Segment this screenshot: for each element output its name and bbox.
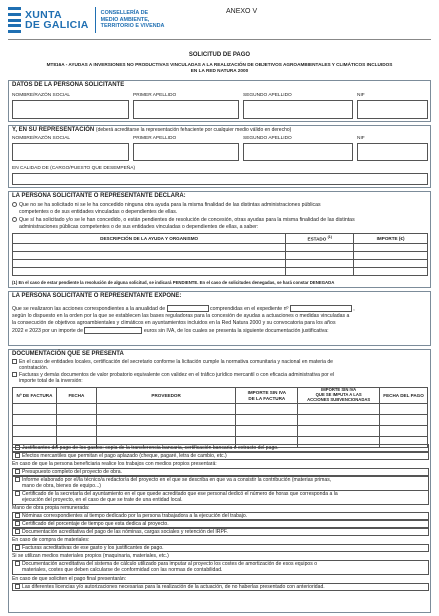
- table-row[interactable]: [13, 244, 428, 252]
- ayudas-table: [12, 233, 428, 276]
- nif-input[interactable]: [357, 100, 428, 119]
- rep-segundo-apellido-input[interactable]: [243, 143, 353, 161]
- col-proveedor: PROVEEDOR: [96, 388, 236, 404]
- table-row[interactable]: [13, 260, 428, 268]
- doc-item[interactable]: Certificado del porcentaje de tiempo que esta dedica al proyecto.: [12, 520, 429, 528]
- label-segundo-apellido: SEGUNDO APELLIDO: [243, 93, 292, 98]
- checkbox[interactable]: [12, 359, 17, 364]
- declara-footnote: (1) En el caso de estar pendiente la resolución de alguna solicitud, se indicará PENDIENTE. En el caso de solicitudes denegadas, se hará constar DENEGADA: [12, 280, 335, 285]
- table-row[interactable]: [13, 404, 428, 415]
- doc-group-label: En caso de que soliciten el pago final presentarán:: [12, 576, 127, 582]
- label-nif: NIF: [357, 136, 365, 141]
- doc-group-label: Mano de obra propia remunerada:: [12, 505, 90, 511]
- col-estado: ESTADO $^{(1)}$: [286, 234, 354, 244]
- document-header: [8, 5, 431, 47]
- section-title: DATOS DE LA PERSONA SOLICITANTE: [12, 82, 125, 88]
- doc-item[interactable]: Justificantes del pago de los gastos: copia de la transferencia bancaria, certificación bancaria o extracto del pago.: [12, 444, 429, 452]
- doc-item[interactable]: Facturas y demás documentos de valor probatorio equivalente con validez en el tráfico jurídico mercantil o con eficacia administrativa por el importe total de la inversión:: [12, 372, 429, 385]
- checkbox[interactable]: [15, 445, 20, 450]
- checkbox[interactable]: [15, 469, 20, 474]
- label-nombre: NOMBRE/RAZÓN SOCIAL: [12, 136, 71, 141]
- label-nif: NIF: [357, 93, 365, 98]
- expone-text: Que se realizaron las acciones correspondientes a la anualidad de comprendidas en el expediente nº , según lo dispuesto en la orden por la que se establecen las bases reguladoras para la concesión de ayudas a actuaciones o medidas vinculadas a la consecución de objetivos agroambientales y climáticos en ayuntamientos incluidos en la Red Natura 2000 y su convocatoria para los años 2022 e 2023 por un importe de euros sin IVA, de los cuales se presenta la siguiente documentación justificativa:: [12, 306, 355, 334]
- anexo-label: ANEXO V: [226, 8, 258, 15]
- section-title: LA PERSONA SOLICITANTE O REPRESENTANTE EXPONE:: [12, 293, 182, 299]
- doc-item[interactable]: Facturas acreditativas de ese gasto y los justificantes de pago.: [12, 544, 429, 552]
- doc-group-label: En caso de que la persona beneficiaria realice los trabajos con medios propios presentará:: [12, 461, 217, 467]
- section-title: DOCUMENTACIÓN QUE SE PRESENTA: [12, 351, 124, 357]
- nombre-input[interactable]: [12, 100, 129, 119]
- doc-item[interactable]: Certificado de la secretaría del ayuntamiento en el que quede acreditado que ese personal dedicó el número de horas que corresponda a la ejecución del proyecto, en el caso de que se trate de una entidad local.: [12, 490, 429, 505]
- anualidad-input[interactable]: [167, 305, 209, 312]
- col-importe: IMPORTE (€): [354, 234, 428, 244]
- section-title: Y, EN SU REPRESENTACIÓN (deberá acreditarse la representación fehaciente por cualquier medio válido en derecho): [12, 127, 292, 133]
- col-nfactura: Nº DE FACTURA: [13, 388, 57, 404]
- col-descripcion: DESCRIPCIÓN DE LA AYUDA Y ORGANISMO: [13, 234, 286, 244]
- xunta-wordmark: XUNTA DE GALICIA: [25, 9, 89, 31]
- doc-item[interactable]: En el caso de entidades locales, certificación del secretario conforme la licitación cumple la normativa comunitaria y nacional en materia de contratación.: [12, 359, 429, 372]
- section-documentacion: [8, 349, 431, 613]
- rep-nombre-input[interactable]: [12, 143, 129, 161]
- col-fecha: FECHA: [56, 388, 96, 404]
- primer-apellido-input[interactable]: [133, 100, 239, 119]
- checkbox[interactable]: [15, 513, 20, 518]
- section-declara: [8, 191, 431, 288]
- section-title: LA PERSONA SOLICITANTE O REPRESENTANTE DECLARA:: [12, 193, 186, 199]
- checkbox[interactable]: [15, 584, 20, 589]
- doc-item[interactable]: Documentación acreditativa del pago de las nóminas, cargas sociales y retención del IRPF.: [12, 528, 429, 536]
- checkbox[interactable]: [15, 561, 20, 566]
- xunta-emblem-icon: [8, 7, 21, 33]
- rep-primer-apellido-input[interactable]: [133, 143, 239, 161]
- table-row[interactable]: [13, 426, 428, 437]
- checkbox[interactable]: [15, 491, 20, 496]
- doc-item[interactable]: Las diferentes licencias y/o autorizaciones necesarias para la realización de la actuación, de no haberlas presentado con anterioridad.: [12, 583, 429, 591]
- col-fecha-pago: FECHA DEL PAGO: [380, 388, 428, 404]
- radio-si-ayudas[interactable]: [12, 217, 17, 222]
- expediente-input[interactable]: [290, 305, 352, 312]
- label-calidad: EN CALIDAD DE (CARGO/PUESTO QUE DESEMPEÑA): [12, 166, 136, 171]
- form-title: [8, 52, 431, 74]
- declara-option-1[interactable]: Que no se ha solicitado ni se le ha concedido ninguna otra ayuda para la misma finalidad de las distintas administraciones públicas competentes o de sus entidades vinculadas o dependientes de ellas.: [12, 202, 429, 216]
- doc-item[interactable]: Efectos mercantiles que permitan el pago aplazado (cheque, pagaré, letra de cambio, etc.): [12, 452, 429, 460]
- checkbox[interactable]: [15, 545, 20, 550]
- conselleria-name: CONSELLERÍA DE MEDIO AMBIENTE, TERRITORIO E VIVENDA: [100, 10, 165, 30]
- label-primer-apellido: PRIMER APELLIDO: [133, 136, 177, 141]
- checkbox[interactable]: [15, 477, 20, 482]
- table-row[interactable]: [13, 252, 428, 260]
- checkbox[interactable]: [15, 529, 20, 534]
- label-segundo-apellido: SEGUNDO APELLIDO: [243, 136, 292, 141]
- form-main-title: SOLICITUD DE PAGO: [188, 52, 251, 58]
- segundo-apellido-input[interactable]: [243, 100, 353, 119]
- calidad-input[interactable]: [12, 173, 428, 185]
- form-subtitle: MT816A - AYUDAS A INVERSIONES NO PRODUCTIVAS VINCULADAS A LA REALIZACIÓN DE OBJETIVOS AGROAMBIENTALES Y CLIMÁTICOS INCLUIDOS EN LA RED NATURA 2000: [46, 61, 393, 73]
- doc-item[interactable]: Documentación acreditativa del sistema de cálculo utilizado para imputar al proyecto los costes de amortización de esos equipos o materiales, costes que deben calcularse de conformidad con las normas de contabilidad.: [12, 560, 429, 575]
- doc-item[interactable]: Presupuesto completo del proyecto de obra.: [12, 468, 429, 476]
- doc-item[interactable]: Informe elaborado por el/la técnico/a redactor/a del proyecto en el que se describa en que va a consistir la contribución (materias primas, mano de obra, bienes de equipo...): [12, 476, 429, 491]
- declara-option-2[interactable]: Que sí ha solicitado y/o se le han concedido, o están pendientes de resolución de concesión, otras ayudas para la misma finalidad de las distintas administraciones públicas competentes o de sus entidades vinculadas o dependientes de ellas, a saber:: [12, 217, 429, 231]
- checkbox[interactable]: [12, 372, 17, 377]
- section-representacion: [8, 125, 431, 188]
- importe-input[interactable]: [84, 327, 142, 334]
- label-nombre: NOMBRE/RAZÓN SOCIAL: [12, 93, 71, 98]
- doc-group-label: Si se utilizan medios materiales propios (maquinaria, materiales, etc.): [12, 553, 169, 559]
- xunta-logo: [8, 7, 164, 33]
- rep-nif-input[interactable]: [357, 143, 428, 161]
- section-solicitante: [8, 80, 431, 122]
- doc-item[interactable]: Nóminas correspondientes al tiempo dedicado por la persona trabajadora a la ejecución del trabajo.: [12, 512, 429, 520]
- col-importe-imputado: IMPORTE SIN IVA QUE SE IMPUTA A LAS ACCIONES SUBVENCIONADAS: [298, 388, 380, 404]
- table-row[interactable]: [13, 268, 428, 276]
- col-importe-factura: IMPORTE SIN IVA DE LA FACTURA: [236, 388, 298, 404]
- facturas-table: [12, 387, 428, 448]
- radio-no-ayudas[interactable]: [12, 202, 17, 207]
- section-expone: [8, 291, 431, 346]
- table-row[interactable]: [13, 415, 428, 426]
- checkbox[interactable]: [15, 521, 20, 526]
- doc-group-label: En caso de compra de materiales:: [12, 537, 90, 543]
- checkbox[interactable]: [15, 453, 20, 458]
- label-primer-apellido: PRIMER APELLIDO: [133, 93, 177, 98]
